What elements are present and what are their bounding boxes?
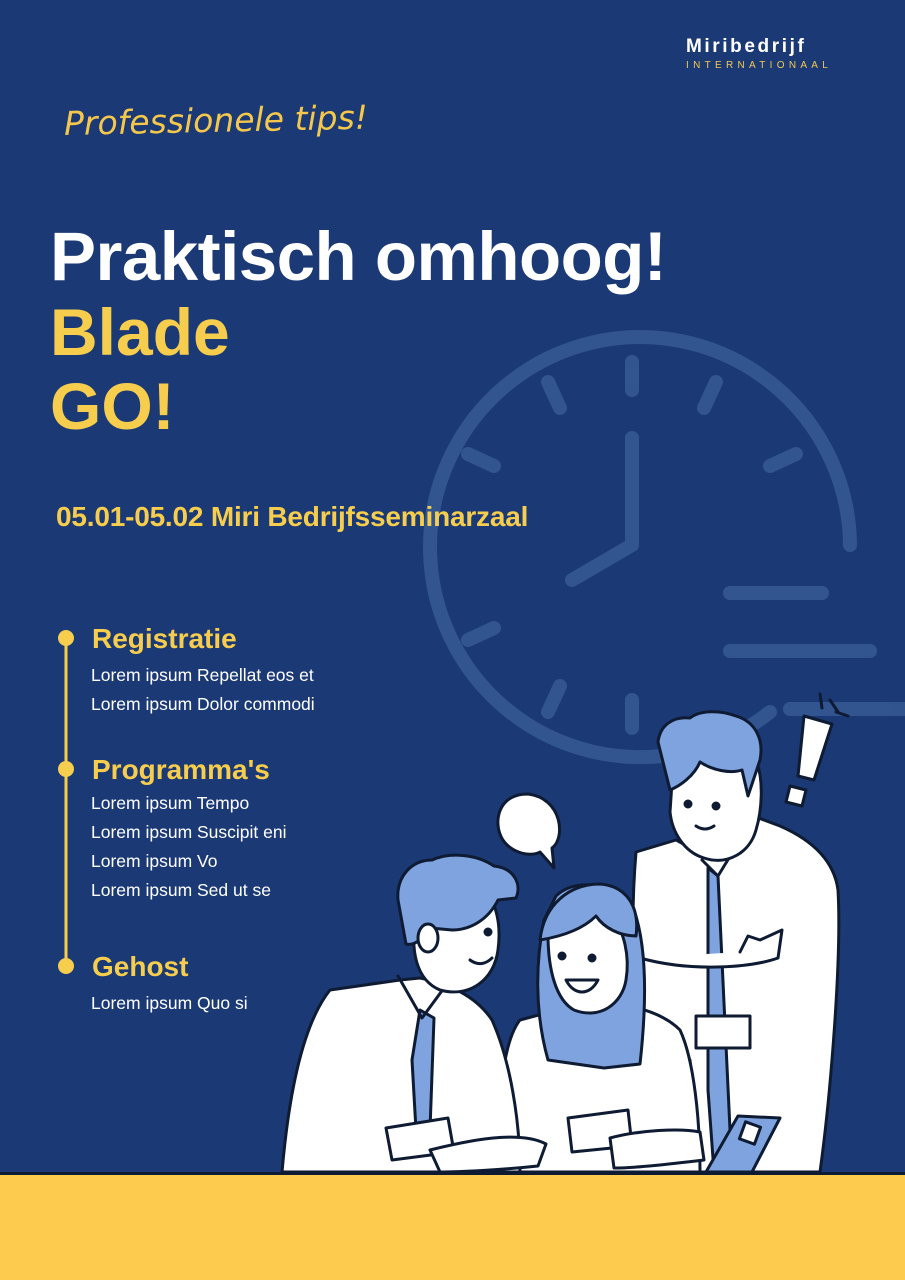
brand-subtitle: INTERNATIONAAL: [686, 60, 833, 71]
section-line: Lorem ipsum Tempo: [91, 793, 250, 813]
section-title-registratie: Registratie: [92, 623, 237, 654]
speech-bubble-icon: [498, 794, 560, 868]
headline-line-2: Blade: [50, 295, 230, 369]
section-line: Lorem ipsum Dolor commodi: [91, 694, 315, 714]
exclamation-icon: [786, 694, 848, 806]
section-line: Lorem ipsum Vo: [91, 851, 218, 871]
section-title-programmas: Programma's: [92, 754, 270, 785]
tagline: Professionele tips!: [63, 97, 369, 143]
event-info: 05.01-05.02 Miri Bedrijfsseminarzaal: [56, 501, 529, 532]
section-line: Lorem ipsum Quo si: [91, 993, 248, 1013]
brand-name: Miribedrijf: [686, 36, 807, 57]
footer-bar: [0, 1172, 905, 1280]
section-line: Lorem ipsum Suscipit eni: [91, 822, 287, 842]
section-title-gehost: Gehost: [92, 951, 189, 982]
headline-line-1: Praktisch omhoog!: [50, 218, 667, 295]
section-line: Lorem ipsum Repellat eos et: [91, 665, 314, 685]
section-line: Lorem ipsum Sed ut se: [91, 880, 271, 900]
headline-line-3: GO!: [50, 369, 175, 443]
